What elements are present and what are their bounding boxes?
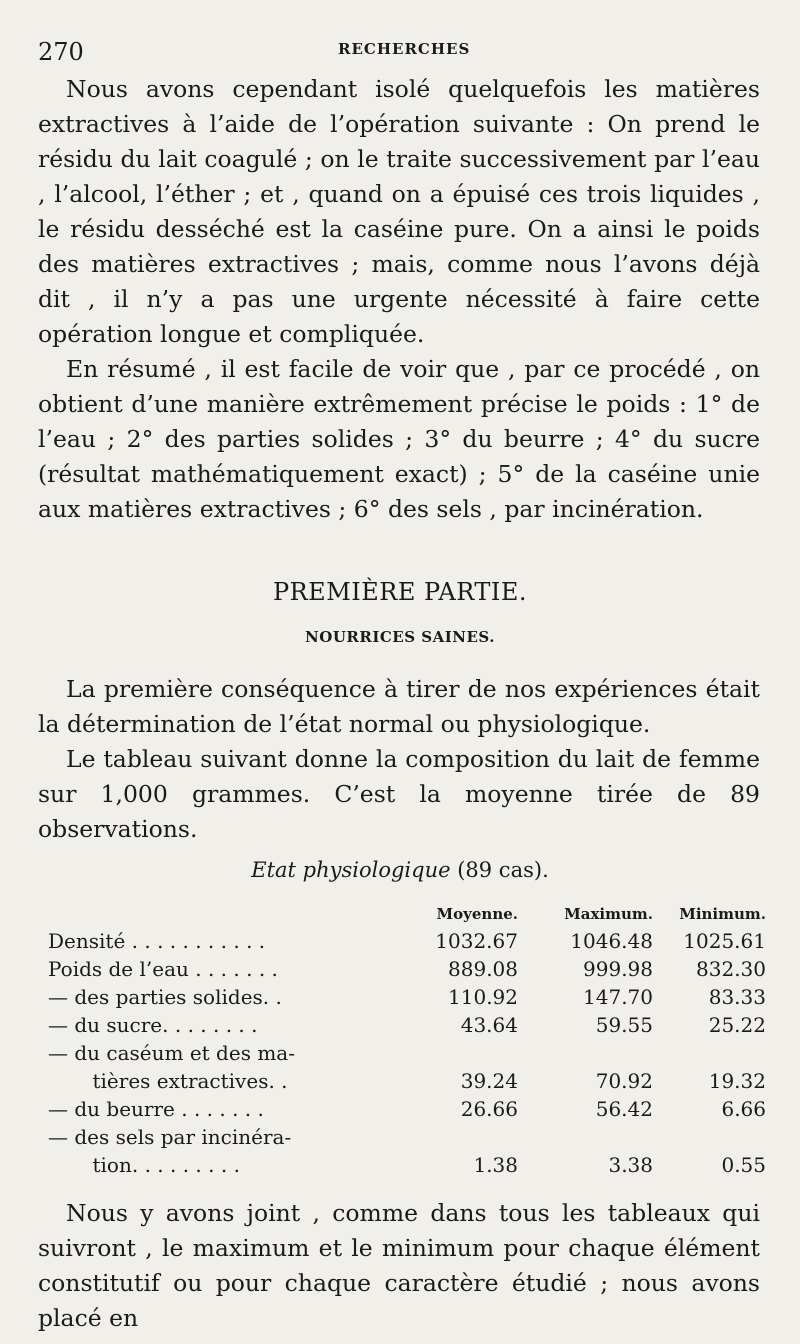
text-block-2 xyxy=(38,672,760,847)
paragraph: Nous avons cependant isolé quelquefois les matières extractives à l’aide de l’opération suivante : On prend le résidu du lait coagulé ; on le traite successivement par l’eau , l’alcool, l’éther ; et , quand on a épuisé ces trois liquides , le résidu desséché est la caséine pure. On a ainsi le poids des matières extractives ; mais, comme nous l’avons déjà dit , il n’y a pas une urgente nécessité à faire cette opération longue et compliquée. xyxy=(38,75,760,348)
row-label: — des sels par incinéra- xyxy=(48,1125,292,1149)
cell-min: 832.30 xyxy=(696,957,766,981)
cell-mean: 26.66 xyxy=(460,1097,518,1121)
column-header-max: Maximum. xyxy=(564,905,653,923)
row-label: tion. . . . . . . . . xyxy=(48,1153,240,1177)
column-header-min: Minimum. xyxy=(679,905,766,923)
cell-min: 83.33 xyxy=(708,985,766,1009)
cell-mean: 889.08 xyxy=(448,957,518,981)
cell-max: 70.92 xyxy=(595,1069,653,1093)
running-head: RECHERCHES xyxy=(338,40,471,58)
cell-min: 19.32 xyxy=(708,1069,766,1093)
table-row xyxy=(48,985,766,1013)
cell-max: 56.42 xyxy=(595,1097,653,1121)
table-row xyxy=(48,1069,766,1097)
text-block-1 xyxy=(38,72,760,527)
text-block-3 xyxy=(38,1196,760,1336)
table-row xyxy=(48,1041,766,1069)
cell-min: 0.55 xyxy=(721,1153,766,1177)
column-header-mean: Moyenne. xyxy=(436,905,518,923)
row-label: Poids de l’eau . . . . . . . xyxy=(48,957,278,981)
cell-mean: 110.92 xyxy=(448,985,518,1009)
cell-min: 1025.61 xyxy=(683,929,766,953)
row-label: — des parties solides. . xyxy=(48,985,282,1009)
cell-mean: 1032.67 xyxy=(435,929,518,953)
table-row xyxy=(48,1125,766,1153)
table-row xyxy=(48,1013,766,1041)
section-title: PREMIÈRE PARTIE. xyxy=(272,578,528,606)
cell-max: 147.70 xyxy=(583,985,653,1009)
table-row xyxy=(48,929,766,957)
cell-min: 6.66 xyxy=(721,1097,766,1121)
row-label: — du caséum et des ma- xyxy=(48,1041,295,1065)
paragraph: En résumé , il est facile de voir que , par ce procédé , on obtient d’une manière extrêmement précise le poids : 1° de l’eau ; 2° des parties solides ; 3° du beurre ; 4° du sucre (résultat mathématiquement exact) ; 5° de la caséine unie aux matières extractives ; 6° des sels , par incinération. xyxy=(38,355,760,523)
cell-mean: 39.24 xyxy=(460,1069,518,1093)
row-label: tières extractives. . xyxy=(48,1069,288,1093)
cell-mean: 1.38 xyxy=(473,1153,518,1177)
cell-mean: 43.64 xyxy=(460,1013,518,1037)
table-row xyxy=(48,1097,766,1125)
page-number: 270 xyxy=(38,38,84,66)
paragraph: Le tableau suivant donne la composition du lait de femme sur 1,000 grammes. C’est la moyenne tirée de 89 observations. xyxy=(38,745,760,843)
cell-max: 59.55 xyxy=(595,1013,653,1037)
cell-max: 3.38 xyxy=(608,1153,653,1177)
table-row xyxy=(48,957,766,985)
section-subtitle: NOURRICES SAINES. xyxy=(305,628,495,646)
table-caption xyxy=(0,858,800,882)
table-caption-italic: Etat physiologique xyxy=(251,858,451,882)
page-header xyxy=(38,36,768,66)
row-label: — du sucre. . . . . . . . xyxy=(48,1013,258,1037)
paragraph: La première conséquence à tirer de nos expériences était la détermination de l’état normal ou physiologique. xyxy=(38,675,760,738)
row-label: Densité . . . . . . . . . . . xyxy=(48,929,266,953)
table-caption-rest: (89 cas). xyxy=(450,858,549,882)
cell-max: 999.98 xyxy=(583,957,653,981)
cell-max: 1046.48 xyxy=(570,929,653,953)
cell-min: 25.22 xyxy=(708,1013,766,1037)
paragraph: Nous y avons joint , comme dans tous les tableaux qui suivront , le maximum et le minimum pour chaque élément constitutif ou pour chaque caractère étudié ; nous avons placé en xyxy=(38,1199,760,1332)
table-row xyxy=(48,1153,766,1181)
row-label: — du beurre . . . . . . . xyxy=(48,1097,264,1121)
